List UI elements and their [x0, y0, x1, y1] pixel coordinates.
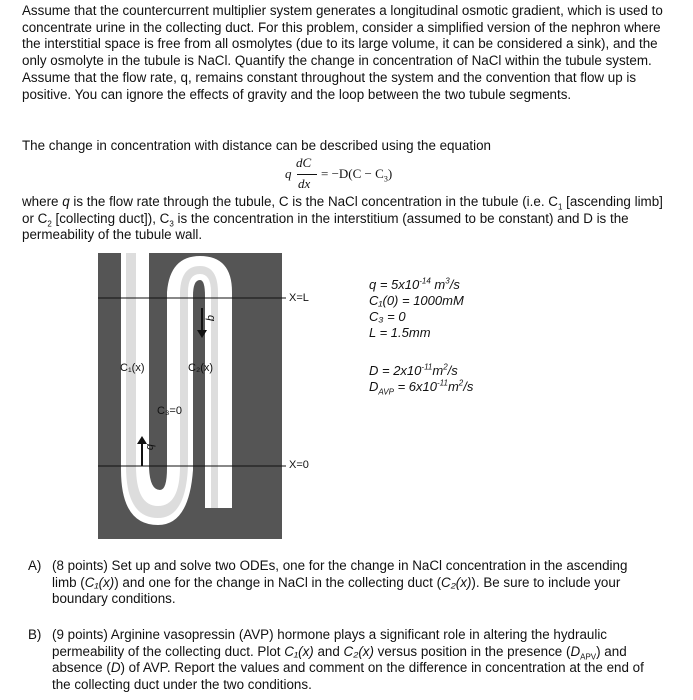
- question-a: A) (8 points) Set up and solve two ODEs, one for the change in NaCl concentration in the ascending limb (C₁(x)) and one for the change in NaCl in the collecting duct (C₂(x)). Be sure to include your boundary conditions.: [28, 558, 628, 607]
- label-c1: C₁(x): [120, 362, 145, 374]
- parameter-list-1: [369, 277, 464, 341]
- equation-intro: The change in concentration with distance can be described using the equation: [22, 138, 491, 153]
- eq-q: q: [285, 166, 292, 181]
- question-b-tag: B): [28, 627, 42, 642]
- label-x-L: X=L: [289, 292, 309, 304]
- definitions-paragraph: where q is the flow rate through the tubule, C is the NaCl concentration in the tubule (i.e. $C_1$ [ascending limb] or $C_2$ [collecting duct]), $C_3$ is the concentration in the interstitium (assumed to be constant) and D is the permeability of the tubule wall.: [22, 194, 663, 243]
- eq-numerator: dC: [296, 155, 312, 170]
- question-a-tag: A): [28, 558, 42, 573]
- eq-denominator: dx: [298, 176, 311, 191]
- label-c3: C₃=0: [157, 405, 182, 417]
- param-c3: C₃ = 0: [369, 309, 406, 324]
- label-c2: C₂(x): [188, 362, 214, 374]
- eq-rhs: = $-D(C - C_3)$: [321, 166, 393, 184]
- param-D: $D = 2x10^{-11}m^2/s$: [369, 362, 458, 378]
- param-Davp: $D_{AVP} = 6x10^{-11}m^2/s$: [369, 378, 474, 397]
- label-x-0: X=0: [289, 459, 309, 471]
- param-L: L = 1.5mm: [369, 325, 431, 340]
- question-b: B) (9 points) Arginine vasopressin (AVP) hormone plays a significant role in altering the hydraulic permeability of the collecting duct. Plot C₁(x) and C₂(x) versus position in the presence $(D_{APV})$ and absence (D) of AVP. Report the values and comment on the difference in concentration at the end of the collecting duct under the two conditions.: [28, 627, 644, 693]
- param-c1: C₁(0) = 1000mM: [369, 293, 464, 308]
- intro-paragraph: Assume that the countercurrent multiplier system generates a longitudinal osmotic gradient, which is used to concentrate urine in the collecting duct. For this problem, consider a simplified version of the nephron where the interstitial space is free from all osmolytes (due to its large volume, it can be considered a sink), and the only osmolyte in the tubule is NaCl. Quantify the change in concentration of NaCl within the tubule system. Assume that the flow rate, q, remains constant throughout the system and the convention that flow up is positive. You can ignore the effects of gravity and the loop between the two tubule segments.: [22, 3, 663, 102]
- label-q-down: q: [205, 314, 218, 322]
- label-q-up: q: [144, 443, 157, 451]
- param-q: $q = 5x10^{-14}$ $m^3/s$: [369, 276, 460, 292]
- parameter-list-2: [369, 363, 473, 395]
